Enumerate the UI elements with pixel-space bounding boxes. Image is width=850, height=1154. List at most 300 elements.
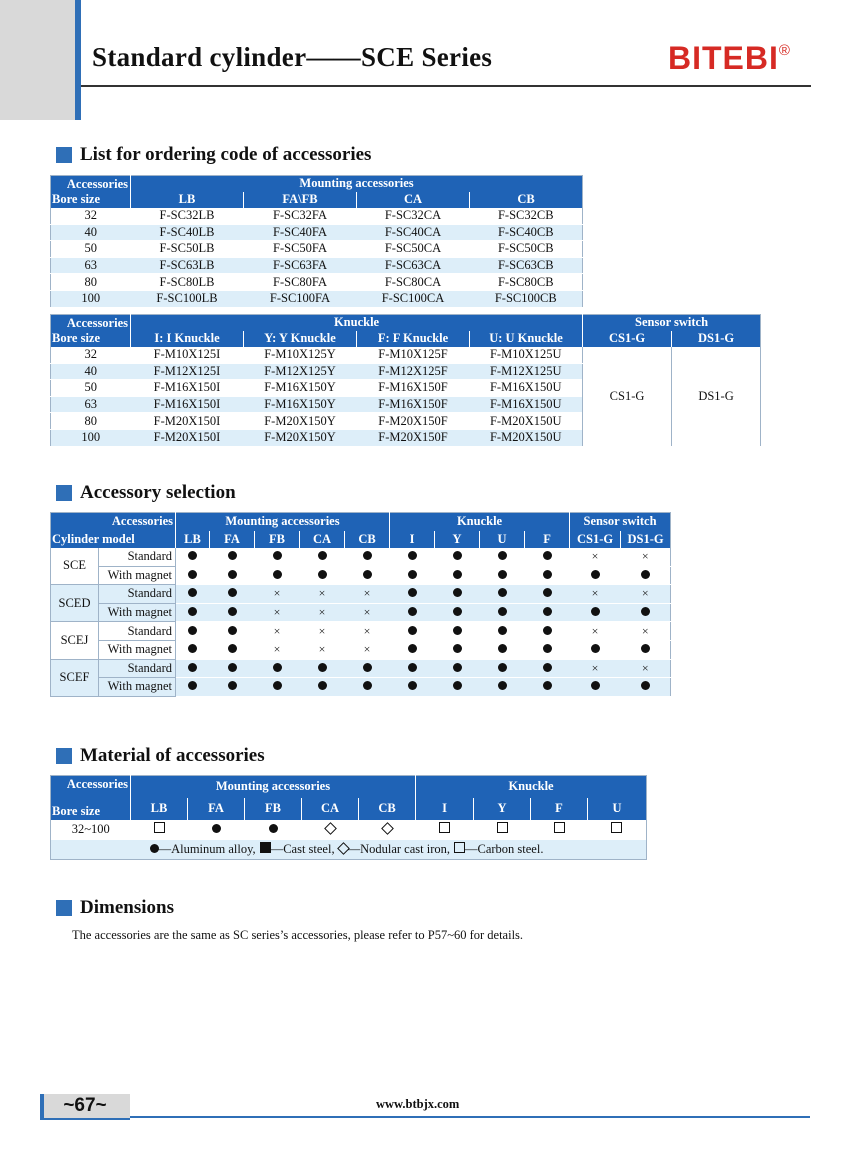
material-cell bbox=[588, 820, 647, 840]
part-code-cell: F-SC32LB bbox=[131, 208, 244, 225]
availability-cell bbox=[570, 603, 621, 622]
dot-mark-icon bbox=[188, 626, 197, 635]
variant-type-cell: With magnet bbox=[99, 678, 176, 697]
part-code-cell: F-SC63LB bbox=[131, 257, 244, 274]
dot-mark-icon bbox=[543, 570, 552, 579]
table-row bbox=[51, 208, 583, 225]
availability-cell bbox=[345, 566, 390, 585]
cross-mark: × bbox=[363, 605, 371, 620]
table-row bbox=[51, 678, 671, 697]
table-row bbox=[51, 241, 583, 258]
availability-cell bbox=[176, 548, 210, 567]
availability-cell bbox=[210, 622, 255, 641]
availability-cell bbox=[480, 678, 525, 697]
availability-cell bbox=[345, 548, 390, 567]
availability-cell bbox=[525, 622, 570, 641]
variant-type-cell: Standard bbox=[99, 622, 176, 641]
material-legend bbox=[51, 840, 647, 860]
part-code-cell: F-SC40LB bbox=[131, 224, 244, 241]
table-row bbox=[51, 274, 583, 291]
dot-mark-icon bbox=[408, 644, 417, 653]
part-code-cell: F-M16X150U bbox=[470, 380, 583, 397]
dot-mark-icon bbox=[641, 607, 650, 616]
dot-mark-icon bbox=[498, 644, 507, 653]
header-grey-band bbox=[0, 0, 75, 120]
material-cell bbox=[302, 820, 359, 840]
table1-col-header: CB bbox=[470, 192, 583, 208]
filled-square-icon bbox=[260, 842, 271, 853]
part-code-cell: F-SC40CA bbox=[357, 224, 470, 241]
legend-item bbox=[150, 842, 256, 856]
table-row bbox=[51, 585, 671, 604]
part-code-cell: F-M20X150U bbox=[470, 429, 583, 446]
part-code-cell: F-M20X150I bbox=[131, 413, 244, 430]
table4-col-header: F bbox=[531, 798, 588, 820]
table-row bbox=[51, 603, 671, 622]
part-code-cell: F-M12X125I bbox=[131, 363, 244, 380]
part-code-cell: F-M12X125U bbox=[470, 363, 583, 380]
dot-mark-icon bbox=[408, 607, 417, 616]
section-bullet-icon bbox=[56, 147, 72, 163]
table-row bbox=[51, 548, 671, 567]
availability-cell bbox=[255, 659, 300, 678]
part-code-cell: F-M10X125U bbox=[470, 347, 583, 364]
dot-mark-icon bbox=[188, 607, 197, 616]
dot-mark-icon bbox=[188, 570, 197, 579]
cross-mark: × bbox=[363, 642, 371, 657]
availability-cell bbox=[210, 585, 255, 604]
dot-mark-icon bbox=[273, 551, 282, 560]
table-row bbox=[51, 566, 671, 585]
part-code-cell: F-SC50CB bbox=[470, 241, 583, 258]
dot-mark-icon bbox=[188, 681, 197, 690]
table3-col-header: CS1-G bbox=[570, 531, 621, 548]
dot-mark-icon bbox=[543, 588, 552, 597]
square-outline-icon bbox=[611, 822, 622, 833]
dot-mark-icon bbox=[408, 663, 417, 672]
material-cell bbox=[474, 820, 531, 840]
table3-col-header: U bbox=[480, 531, 525, 548]
dot-mark-icon bbox=[363, 570, 372, 579]
part-code-cell: F-SC32CB bbox=[470, 208, 583, 225]
dot-mark-icon bbox=[641, 570, 650, 579]
dot-mark-icon bbox=[453, 644, 462, 653]
cross-mark: × bbox=[591, 586, 599, 601]
dot-mark-icon bbox=[498, 681, 507, 690]
part-code-cell: F-SC80FA bbox=[244, 274, 357, 291]
table3-col-header: FA bbox=[210, 531, 255, 548]
table4-group-mounting: Mounting accessories bbox=[131, 776, 416, 798]
square-outline-icon bbox=[497, 822, 508, 833]
bore-size-cell: 32 bbox=[51, 208, 131, 225]
cross-mark: × bbox=[641, 623, 649, 638]
availability-cell bbox=[345, 622, 390, 641]
diamond-outline-icon bbox=[324, 822, 337, 835]
availability-cell bbox=[480, 659, 525, 678]
dot-mark-icon bbox=[543, 551, 552, 560]
section-bullet-icon bbox=[56, 748, 72, 764]
dot-mark-icon bbox=[453, 626, 462, 635]
sensor-cs-cell: CS1-G bbox=[583, 347, 672, 447]
availability-cell bbox=[345, 585, 390, 604]
availability-cell bbox=[570, 566, 621, 585]
availability-cell bbox=[345, 603, 390, 622]
part-code-cell: F-SC63FA bbox=[244, 257, 357, 274]
dot-mark-icon bbox=[453, 570, 462, 579]
dot-mark-icon bbox=[273, 663, 282, 672]
part-code-cell: F-SC50CA bbox=[357, 241, 470, 258]
footer-url: www.btbjx.com bbox=[376, 1097, 460, 1111]
table3-col-header: CA bbox=[300, 531, 345, 548]
dot-mark-icon bbox=[591, 570, 600, 579]
dot-mark-icon bbox=[188, 644, 197, 653]
availability-cell bbox=[176, 622, 210, 641]
availability-cell bbox=[255, 585, 300, 604]
availability-cell bbox=[525, 548, 570, 567]
availability-cell bbox=[210, 566, 255, 585]
table1-corner bbox=[51, 176, 131, 208]
dot-mark-icon bbox=[363, 663, 372, 672]
availability-cell bbox=[176, 603, 210, 622]
availability-cell bbox=[390, 603, 435, 622]
cross-mark: × bbox=[641, 660, 649, 675]
table2-corner-top: Accessories bbox=[66, 316, 128, 330]
square-outline-icon bbox=[454, 842, 465, 853]
part-code-cell: F-M16X150Y bbox=[244, 396, 357, 413]
dot-mark-icon bbox=[318, 663, 327, 672]
logo-text: BITEBI bbox=[668, 40, 779, 76]
section-dimensions-heading bbox=[56, 897, 174, 919]
availability-cell bbox=[570, 640, 621, 659]
table1-corner-bottom: Bore size bbox=[52, 191, 101, 206]
brand-logo bbox=[668, 40, 791, 77]
part-code-cell: F-SC80LB bbox=[131, 274, 244, 291]
availability-cell bbox=[435, 622, 480, 641]
part-code-cell: F-SC40CB bbox=[470, 224, 583, 241]
availability-cell bbox=[435, 585, 480, 604]
part-code-cell: F-SC63CB bbox=[470, 257, 583, 274]
dot-mark-icon bbox=[408, 626, 417, 635]
bore-size-cell: 40 bbox=[51, 224, 131, 241]
cross-mark: × bbox=[363, 586, 371, 601]
availability-cell bbox=[210, 603, 255, 622]
dot-mark-icon bbox=[498, 607, 507, 616]
dot-mark-icon bbox=[188, 551, 197, 560]
variant-type-cell: Standard bbox=[99, 585, 176, 604]
part-code-cell: F-M16X150Y bbox=[244, 380, 357, 397]
cross-mark: × bbox=[591, 549, 599, 564]
dot-mark-icon bbox=[269, 824, 278, 833]
availability-cell bbox=[300, 640, 345, 659]
cross-mark: × bbox=[273, 642, 281, 657]
table-row bbox=[51, 224, 583, 241]
availability-cell bbox=[210, 640, 255, 659]
footer-rule bbox=[130, 1116, 810, 1118]
header-accent-bar bbox=[75, 0, 81, 120]
variant-type-cell: With magnet bbox=[99, 566, 176, 585]
cross-mark: × bbox=[641, 586, 649, 601]
availability-cell bbox=[525, 659, 570, 678]
section-selection-label: Accessory selection bbox=[80, 482, 236, 503]
accessory-selection-table bbox=[50, 512, 671, 697]
table1-col-header: LB bbox=[131, 192, 244, 208]
part-code-cell: F-M20X150I bbox=[131, 429, 244, 446]
dot-mark-icon bbox=[228, 607, 237, 616]
bore-size-cell: 32 bbox=[51, 347, 131, 364]
diamond-outline-icon bbox=[381, 822, 394, 835]
table4-col-header: CB bbox=[359, 798, 416, 820]
table3-group-sensor: Sensor switch bbox=[570, 513, 671, 531]
availability-cell bbox=[210, 548, 255, 567]
variant-type-cell: With magnet bbox=[99, 640, 176, 659]
part-code-cell: F-SC100FA bbox=[244, 290, 357, 307]
availability-cell bbox=[176, 566, 210, 585]
availability-cell bbox=[570, 548, 621, 567]
availability-cell bbox=[435, 659, 480, 678]
section-dimensions-label: Dimensions bbox=[80, 897, 174, 918]
cylinder-model-cell: SCE bbox=[51, 548, 99, 585]
part-code-cell: F-M20X150F bbox=[357, 413, 470, 430]
dot-mark-icon bbox=[318, 551, 327, 560]
part-code-cell: F-SC100CB bbox=[470, 290, 583, 307]
table4-col-header: I bbox=[416, 798, 474, 820]
section-selection-heading bbox=[56, 482, 236, 504]
availability-cell bbox=[390, 640, 435, 659]
dot-mark-icon bbox=[641, 681, 650, 690]
table-row bbox=[51, 820, 647, 840]
table4-corner bbox=[51, 776, 131, 820]
dot-mark-icon bbox=[228, 681, 237, 690]
part-code-cell: F-SC32FA bbox=[244, 208, 357, 225]
section-material-label: Material of accessories bbox=[80, 745, 265, 766]
title-rule bbox=[81, 85, 811, 87]
part-code-cell: F-M16X150F bbox=[357, 396, 470, 413]
availability-cell bbox=[480, 566, 525, 585]
table3-corner-top: Accessories bbox=[111, 514, 173, 528]
part-code-cell: F-M16X150U bbox=[470, 396, 583, 413]
part-code-cell: F-SC50LB bbox=[131, 241, 244, 258]
dot-mark-icon bbox=[212, 824, 221, 833]
table-row bbox=[51, 290, 583, 307]
table-row bbox=[51, 257, 583, 274]
availability-cell bbox=[345, 678, 390, 697]
availability-cell bbox=[435, 566, 480, 585]
dot-mark-icon bbox=[498, 570, 507, 579]
table4-col-header: U bbox=[588, 798, 647, 820]
bore-size-cell: 80 bbox=[51, 413, 131, 430]
availability-cell bbox=[525, 603, 570, 622]
dot-mark-icon bbox=[318, 681, 327, 690]
part-code-cell: F-M16X150F bbox=[357, 380, 470, 397]
availability-cell bbox=[255, 640, 300, 659]
table-row bbox=[51, 640, 671, 659]
section-ordering-label: List for ordering code of accessories bbox=[80, 144, 372, 165]
table3-group-knuckle: Knuckle bbox=[390, 513, 570, 531]
availability-cell bbox=[525, 585, 570, 604]
cross-mark: × bbox=[273, 586, 281, 601]
dot-mark-icon bbox=[453, 588, 462, 597]
table2-col-header: CS1-G bbox=[583, 331, 672, 347]
availability-cell bbox=[525, 640, 570, 659]
material-cell bbox=[359, 820, 416, 840]
dot-mark-icon bbox=[228, 570, 237, 579]
material-table bbox=[50, 775, 647, 860]
availability-cell bbox=[480, 640, 525, 659]
availability-cell bbox=[255, 548, 300, 567]
cross-mark: × bbox=[363, 623, 371, 638]
table3-corner-bottom: Cylinder model bbox=[52, 531, 135, 546]
table4-corner-top: Accessories bbox=[66, 777, 128, 791]
availability-cell bbox=[255, 622, 300, 641]
availability-cell bbox=[345, 659, 390, 678]
table1-col-header: CA bbox=[357, 192, 470, 208]
bore-size-cell: 32~100 bbox=[71, 822, 110, 836]
dot-mark-icon bbox=[543, 644, 552, 653]
availability-cell bbox=[621, 678, 671, 697]
part-code-cell: F-M10X125Y bbox=[244, 347, 357, 364]
dot-mark-icon bbox=[498, 663, 507, 672]
bore-size-cell: 63 bbox=[51, 257, 131, 274]
cylinder-model-cell: SCEJ bbox=[51, 622, 99, 659]
cylinder-model-cell: SCEF bbox=[51, 659, 99, 696]
dot-mark-icon bbox=[591, 607, 600, 616]
dot-mark-icon bbox=[453, 607, 462, 616]
dot-mark-icon bbox=[363, 681, 372, 690]
dot-mark-icon bbox=[591, 681, 600, 690]
legend-item bbox=[260, 842, 335, 856]
table-row bbox=[51, 622, 671, 641]
square-outline-icon bbox=[439, 822, 450, 833]
availability-cell bbox=[300, 585, 345, 604]
part-code-cell: F-SC100LB bbox=[131, 290, 244, 307]
dot-mark-icon bbox=[228, 663, 237, 672]
availability-cell bbox=[480, 585, 525, 604]
table4-corner-bottom: Bore size bbox=[52, 803, 101, 818]
table3-col-header: CB bbox=[345, 531, 390, 548]
part-code-cell: F-M12X125F bbox=[357, 363, 470, 380]
availability-cell bbox=[176, 640, 210, 659]
availability-cell bbox=[435, 640, 480, 659]
availability-cell bbox=[300, 622, 345, 641]
bore-size-cell: 100 bbox=[51, 429, 131, 446]
table1-col-header: FA\FB bbox=[244, 192, 357, 208]
availability-cell bbox=[435, 548, 480, 567]
table2-col-header: Y: Y Knuckle bbox=[244, 331, 357, 347]
page-number: ~67~ bbox=[40, 1094, 130, 1120]
dot-mark-icon bbox=[363, 551, 372, 560]
dot-mark-icon bbox=[543, 626, 552, 635]
dot-mark-icon bbox=[228, 626, 237, 635]
dot-mark-icon bbox=[150, 844, 159, 853]
dot-mark-icon bbox=[273, 681, 282, 690]
page-title: Standard cylinder——SCE Series bbox=[92, 42, 493, 72]
dot-mark-icon bbox=[543, 607, 552, 616]
legend-label: —Aluminum alloy, bbox=[158, 841, 256, 856]
table2-col-header: DS1-G bbox=[672, 331, 761, 347]
dot-mark-icon bbox=[453, 663, 462, 672]
part-code-cell: F-M10X125F bbox=[357, 347, 470, 364]
legend-label: —Cast steel, bbox=[270, 841, 335, 856]
dot-mark-icon bbox=[228, 551, 237, 560]
table3-col-header: Y bbox=[435, 531, 480, 548]
table1-group-header: Mounting accessories bbox=[131, 176, 583, 192]
dot-mark-icon bbox=[498, 588, 507, 597]
table2-col-header: F: F Knuckle bbox=[357, 331, 470, 347]
legend-item bbox=[454, 842, 543, 856]
availability-cell bbox=[390, 622, 435, 641]
variant-type-cell: Standard bbox=[99, 659, 176, 678]
dimensions-note: The accessories are the same as SC series’s accessories, please refer to P57~60 for details. bbox=[72, 928, 524, 942]
part-code-cell: F-SC50FA bbox=[244, 241, 357, 258]
table3-col-header: FB bbox=[255, 531, 300, 548]
dot-mark-icon bbox=[453, 681, 462, 690]
table-row bbox=[51, 347, 761, 364]
table4-col-header: FA bbox=[188, 798, 245, 820]
availability-cell bbox=[435, 603, 480, 622]
dot-mark-icon bbox=[408, 681, 417, 690]
availability-cell bbox=[621, 548, 671, 567]
dot-mark-icon bbox=[408, 551, 417, 560]
availability-cell bbox=[300, 603, 345, 622]
square-outline-icon bbox=[154, 822, 165, 833]
legend-item bbox=[339, 842, 450, 856]
availability-cell bbox=[390, 659, 435, 678]
dot-mark-icon bbox=[273, 570, 282, 579]
availability-cell bbox=[300, 566, 345, 585]
cylinder-model-cell: SCED bbox=[51, 585, 99, 622]
bore-size-cell: 80 bbox=[51, 274, 131, 291]
dot-mark-icon bbox=[591, 644, 600, 653]
dot-mark-icon bbox=[188, 663, 197, 672]
part-code-cell: F-SC40FA bbox=[244, 224, 357, 241]
availability-cell bbox=[480, 548, 525, 567]
table2-group-knuckle: Knuckle bbox=[131, 315, 583, 331]
table3-group-mounting: Mounting accessories bbox=[176, 513, 390, 531]
dot-mark-icon bbox=[543, 663, 552, 672]
variant-type-cell: Standard bbox=[99, 548, 176, 567]
cross-mark: × bbox=[273, 623, 281, 638]
bore-size-cell: 40 bbox=[51, 363, 131, 380]
legend-label: —Nodular cast iron, bbox=[347, 841, 450, 856]
bore-size-cell: 63 bbox=[51, 396, 131, 413]
availability-cell bbox=[176, 585, 210, 604]
dot-mark-icon bbox=[318, 570, 327, 579]
part-code-cell: F-M20X150Y bbox=[244, 429, 357, 446]
dot-mark-icon bbox=[408, 570, 417, 579]
section-material-heading bbox=[56, 745, 265, 767]
availability-cell bbox=[300, 548, 345, 567]
square-outline-icon bbox=[554, 822, 565, 833]
availability-cell bbox=[210, 678, 255, 697]
availability-cell bbox=[621, 659, 671, 678]
availability-cell bbox=[255, 603, 300, 622]
cross-mark: × bbox=[641, 549, 649, 564]
ordering-knuckle-table bbox=[50, 314, 761, 447]
availability-cell bbox=[300, 678, 345, 697]
table3-corner bbox=[51, 513, 176, 548]
part-code-cell: F-SC100CA bbox=[357, 290, 470, 307]
availability-cell bbox=[435, 678, 480, 697]
part-code-cell: F-M10X125I bbox=[131, 347, 244, 364]
cross-mark: × bbox=[591, 623, 599, 638]
dot-mark-icon bbox=[408, 588, 417, 597]
table4-col-header: FB bbox=[245, 798, 302, 820]
dot-mark-icon bbox=[453, 551, 462, 560]
part-code-cell: F-M20X150F bbox=[357, 429, 470, 446]
table3-col-header: F bbox=[525, 531, 570, 548]
part-code-cell: F-SC80CB bbox=[470, 274, 583, 291]
availability-cell bbox=[570, 659, 621, 678]
